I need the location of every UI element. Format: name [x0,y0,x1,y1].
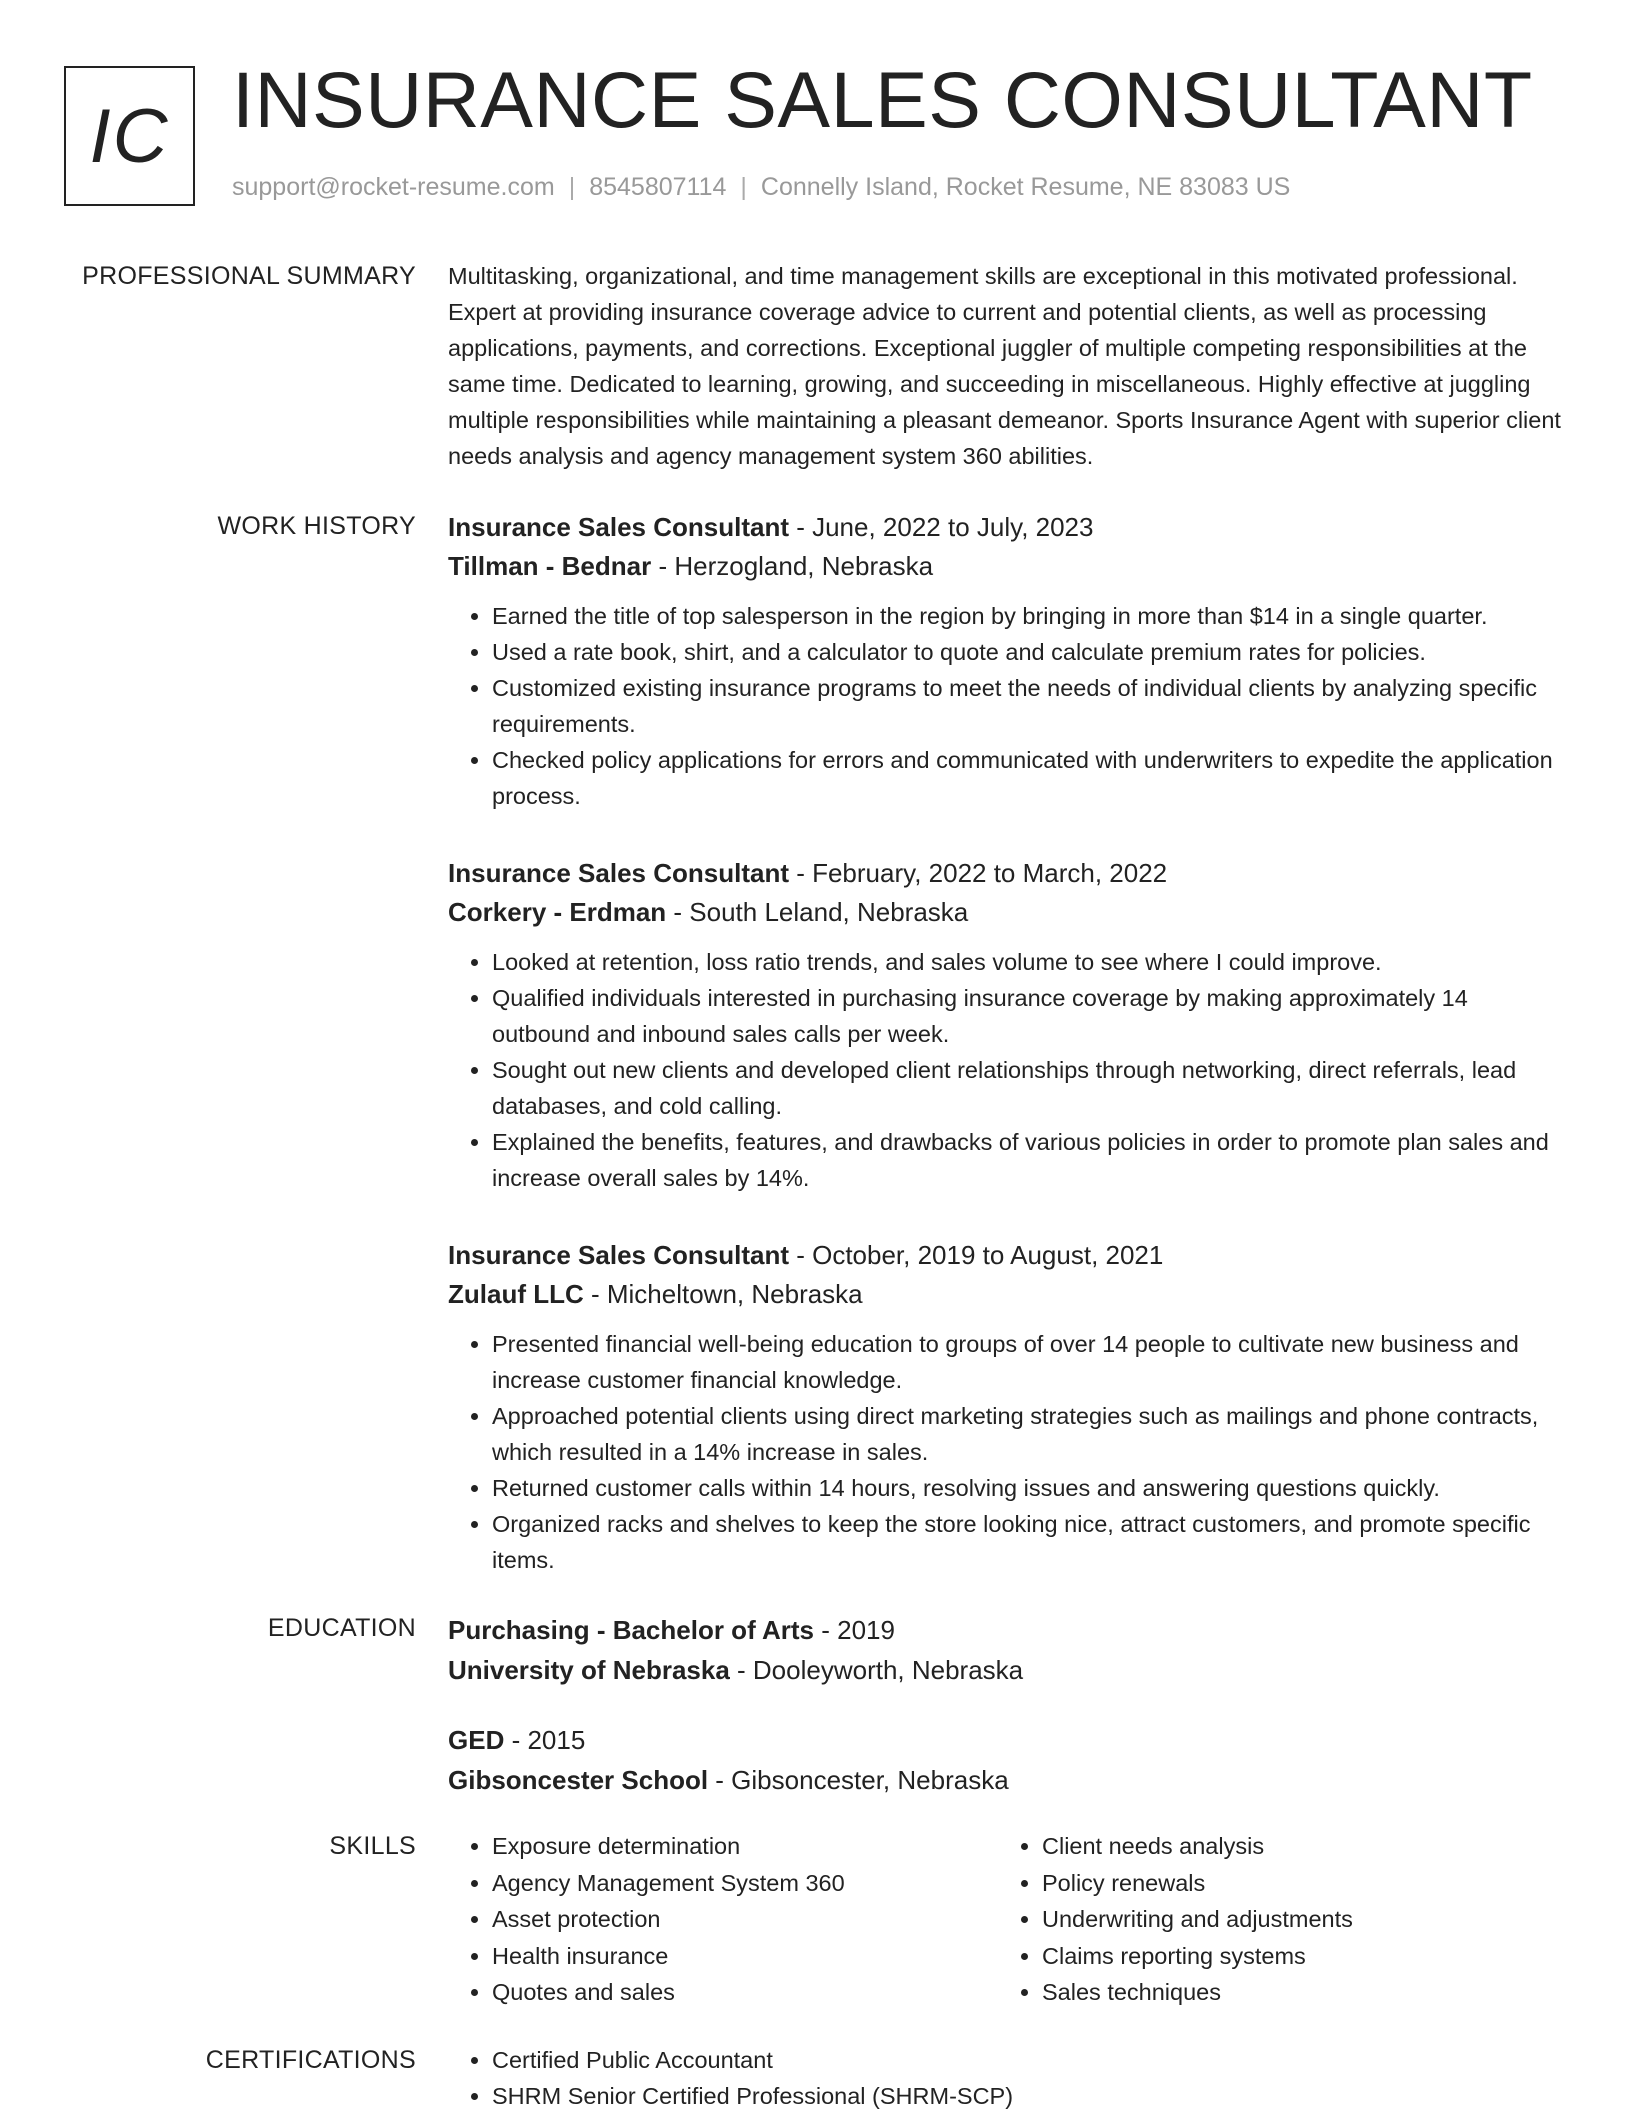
education-degree: GED [448,1725,505,1755]
skills-columns [448,1828,1566,2011]
skill-item: • Agency Management System 360 [492,1865,998,1902]
job-bullets [448,944,1566,1196]
education-location: - Gibsoncester, Nebraska [708,1765,1009,1795]
education-degree-line [448,1720,1566,1760]
job-bullet: • Earned the title of top salesperson in the region by bringing in more than $14 in a single quarter. [492,598,1566,634]
job-bullet: • Returned customer calls within 14 hours, resolving issues and answering questions quickly. [492,1470,1566,1506]
job-bullet: • Customized existing insurance programs to meet the needs of individual clients by analyzing specific requirements. [492,670,1566,742]
job-bullet: • Explained the benefits, features, and drawbacks of various policies in order to promote plan sales and increase overall sales by 14%. [492,1124,1566,1196]
job-bullet: • Organized racks and shelves to keep the store looking nice, attract customers, and promote specific items. [492,1506,1566,1578]
job-bullet: • Approached potential clients using direct marketing strategies such as mailings and phone contracts, which resulted in a 14% increase in sales. [492,1398,1566,1470]
skill-item: • Claims reporting systems [1042,1938,1548,1975]
job-company-line [448,893,1566,932]
certification-item: • SHRM Senior Certified Professional (SHRM-SCP) [492,2078,1566,2114]
job-location: - Herzogland, Nebraska [651,551,934,581]
job-entry [448,854,1566,1196]
job-company: Zulauf LLC [448,1279,584,1309]
certification-item: • Certified Public Accountant [492,2042,1566,2078]
section-label-education: EDUCATION [267,1614,416,1642]
job-dates: - October, 2019 to August, 2021 [788,1240,1164,1270]
job-bullet: • Checked policy applications for errors and communicated with underwriters to expedite the application process. [492,742,1566,814]
contact-address: Connelly Island, Rocket Resume, NE 83083 US [760,173,1291,201]
skill-item: • Quotes and sales [492,1974,998,2011]
job-dates: - June, 2022 to July, 2023 [788,512,1094,542]
job-location: - Micheltown, Nebraska [583,1279,863,1309]
contact-separator: | [740,173,747,201]
job-bullet: • Presented financial well-being education to groups of over 14 people to cultivate new business and increase customer financial knowledge. [492,1326,1566,1398]
section-label-summary: PROFESSIONAL SUMMARY [82,262,416,290]
section-label-work-history: WORK HISTORY [217,512,416,540]
skills-column-left [448,1828,998,2011]
resume-header [64,55,1564,211]
job-bullet: • Sought out new clients and developed client relationships through networking, direct referrals, lead databases, and cold calling. [492,1052,1566,1124]
contact-email: support@rocket-resume.com [232,173,555,201]
job-company-line [448,547,1566,586]
job-bullets [448,598,1566,814]
job-title-line [448,1236,1566,1275]
job-title: Insurance Sales Consultant [448,1240,789,1270]
contact-phone: 8545807114 [589,173,727,201]
job-bullet: • Used a rate book, shirt, and a calculator to quote and calculate premium rates for policies. [492,634,1566,670]
contact-separator: | [568,173,576,201]
resume-title: INSURANCE SALES CONSULTANT [232,55,1533,144]
education-entry [448,1720,1566,1800]
job-title-line [448,508,1566,547]
education-degree: Purchasing - Bachelor of Arts [448,1615,814,1645]
skill-item: • Policy renewals [1042,1865,1548,1902]
job-title: Insurance Sales Consultant [448,858,789,888]
skill-item: • Health insurance [492,1938,998,1975]
education-school-line [448,1760,1566,1800]
job-company: Corkery - Erdman [448,897,667,927]
skill-item: • Client needs analysis [1042,1828,1548,1865]
skill-item: • Underwriting and adjustments [1042,1901,1548,1938]
skills-column-right [998,1828,1548,2011]
skill-item: • Asset protection [492,1901,998,1938]
education-year: - 2015 [504,1725,586,1755]
summary-text: Multitasking, organizational, and time management skills are exceptional in this motivated professional. Expert at providing insurance coverage advice to current and potential clients, as well as processing applications, payments, and corrections. Exceptional juggler of multiple competing responsibilities at the same time. Dedicated to learning, growing, and succeeding in miscellaneous. Highly effective at juggling multiple responsibilities while maintaining a pleasant demeanor. Sports Insurance Agent with superior client needs analysis and agency management system 360 abilities. [448,263,1561,469]
education-school-line [448,1650,1566,1690]
job-entry [448,1236,1566,1578]
job-bullet: • Qualified individuals interested in purchasing insurance coverage by making approximately 14 outbound and inbound sales calls per week. [492,980,1566,1052]
education-degree-line [448,1610,1566,1650]
skill-item: • Sales techniques [1042,1974,1548,2011]
section-label-certifications: CERTIFICATIONS [205,2046,416,2074]
job-company-line [448,1275,1566,1314]
education-year: - 2019 [814,1615,895,1645]
education-school: Gibsoncester School [448,1765,709,1795]
job-title-line [448,854,1566,893]
job-location: - South Leland, Nebraska [666,897,969,927]
job-dates: - February, 2022 to March, 2022 [788,858,1168,888]
skill-item: • Exposure determination [492,1828,998,1865]
job-bullet: • Looked at retention, loss ratio trends, and sales volume to see where I could improve. [492,944,1566,980]
education-location: - Dooleyworth, Nebraska [729,1655,1024,1685]
education-school: University of Nebraska [448,1655,730,1685]
education-entry [448,1610,1566,1690]
certification-list [448,2042,1566,2114]
job-company: Tillman - Bednar [448,551,652,581]
job-title: Insurance Sales Consultant [448,512,789,542]
job-entry [448,508,1566,814]
job-bullets [448,1326,1566,1578]
section-label-skills: SKILLS [329,1832,416,1860]
initials-monogram: IC [64,66,195,206]
contact-line [232,175,1290,200]
